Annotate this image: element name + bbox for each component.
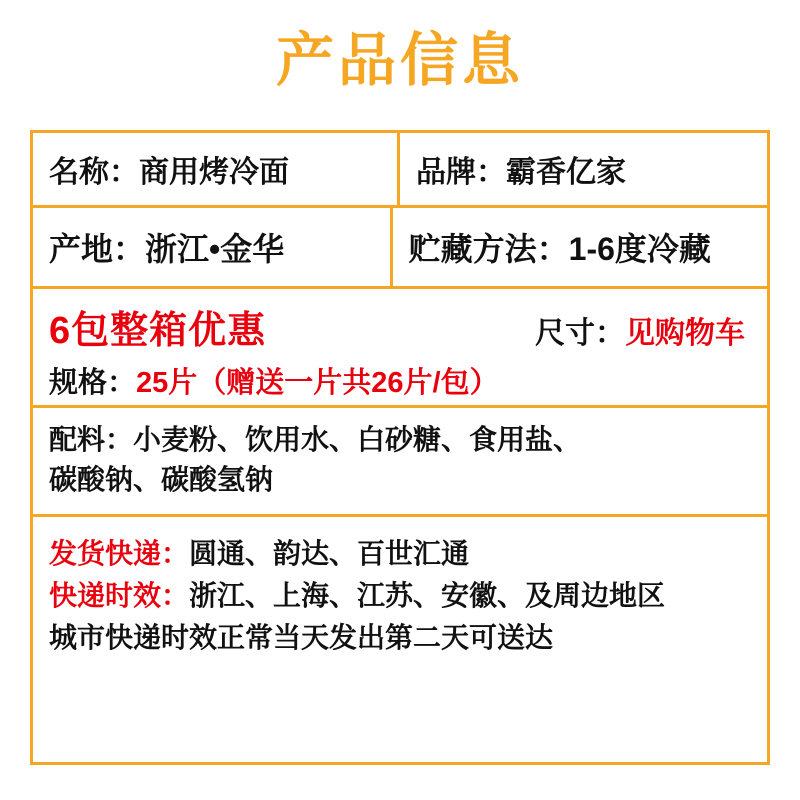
courier-label: 发货快递： [49, 537, 190, 569]
storage-value: 1-6度冷藏 [568, 231, 711, 267]
eta-label: 快递时效： [49, 579, 190, 611]
size-label: 尺寸： [535, 317, 625, 350]
origin-label: 产地： [49, 231, 146, 267]
size-group [535, 308, 745, 352]
spec-value: 25片（赠送一片共26片/包） [136, 367, 499, 399]
eta-note: 城市快递时效正常当天发出第二天可送达 [49, 621, 554, 653]
cell-ingredients [33, 408, 767, 514]
brand-value: 霸香亿家 [506, 156, 626, 189]
cell-shipping [33, 517, 767, 673]
page-title: 产品信息 [275, 28, 524, 93]
spec-line [49, 354, 751, 401]
ingredients-line-1 [49, 420, 751, 460]
promo-line [49, 299, 751, 354]
storage-label: 贮藏方法： [408, 231, 569, 267]
ingredients-value-1: 小麦粉、饮用水、白砂糖、食用盐、 [133, 424, 582, 455]
eta-value: 浙江、上海、江苏、安徽、及周边地区 [189, 579, 666, 611]
table-row-shipping [33, 517, 767, 673]
brand-label: 品牌： [416, 156, 506, 189]
info-table [30, 130, 770, 765]
spec-label: 规格： [49, 367, 137, 399]
table-row-name-brand [33, 133, 767, 208]
table-row-origin-storage [33, 208, 767, 289]
cell-origin [33, 208, 393, 286]
table-row-promo-spec [33, 289, 767, 408]
shipping-eta-line [49, 575, 751, 617]
cell-storage [393, 208, 767, 286]
ingredients-value-2: 碳酸钠、碳酸氢钠 [49, 463, 274, 495]
name-value: 商用烤冷面 [139, 156, 289, 189]
size-value: 见购物车 [625, 317, 745, 350]
courier-value: 圆通、韵达、百世汇通 [189, 537, 470, 569]
name-label: 名称： [49, 156, 139, 189]
origin-value: 浙江•金华 [145, 231, 285, 267]
cell-brand [400, 133, 767, 205]
ingredients-label: 配料： [49, 424, 134, 455]
cell-name [33, 133, 400, 205]
shipping-courier-line [49, 533, 751, 575]
cell-promo-spec [33, 289, 767, 405]
table-row-ingredients [33, 408, 767, 517]
promo-text: 6包整箱优惠 [49, 310, 267, 352]
